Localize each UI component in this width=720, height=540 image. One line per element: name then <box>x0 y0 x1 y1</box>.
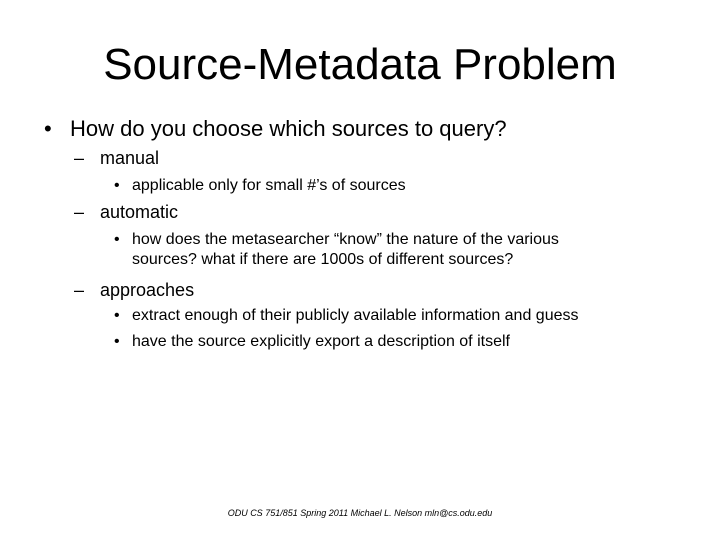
slide-title: Source-Metadata Problem <box>103 40 617 89</box>
point-approaches-2-text: have the source explicitly export a description of itself <box>132 333 510 350</box>
point-automatic-line2: sources? what if there are 1000s of different sources? <box>132 251 514 268</box>
bullet-marker: • <box>114 333 120 350</box>
bullet-question <box>44 116 507 142</box>
point-automatic-line1: how does the metasearcher “know” the nature of the various <box>132 231 559 248</box>
sub-bullet-approaches <box>74 279 194 301</box>
point-automatic <box>114 230 654 270</box>
sub-bullet-approaches-label: approaches <box>100 280 195 300</box>
dash-marker: – <box>74 202 85 222</box>
dash-marker: – <box>74 280 85 300</box>
sub-bullet-manual-label: manual <box>100 148 160 168</box>
point-approaches-1 <box>114 306 654 326</box>
sub-bullet-manual <box>74 147 159 169</box>
bullet-marker: • <box>44 116 52 141</box>
bullet-marker: • <box>114 307 120 324</box>
sub-bullet-automatic <box>74 201 178 223</box>
point-approaches-2 <box>114 332 654 352</box>
dash-marker: – <box>74 148 85 168</box>
bullet-question-text: How do you choose which sources to query? <box>70 116 507 141</box>
point-manual <box>114 176 654 196</box>
point-approaches-1-text: extract enough of their publicly available information and guess <box>132 307 579 324</box>
bullet-marker: • <box>114 177 120 194</box>
point-manual-text: applicable only for small #’s of sources <box>132 177 406 194</box>
bullet-marker: • <box>114 231 120 248</box>
sub-bullet-automatic-label: automatic <box>100 202 179 222</box>
slide-footer: ODU CS 751/851 Spring 2011 Michael L. Nelson mln@cs.odu.edu <box>227 508 493 518</box>
